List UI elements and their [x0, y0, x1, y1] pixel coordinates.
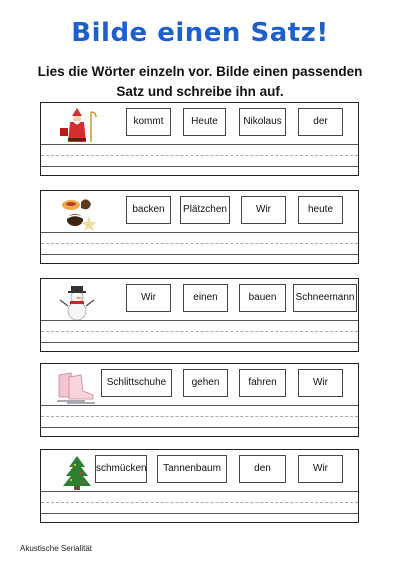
- writing-line: [41, 342, 358, 343]
- writing-line: [41, 254, 358, 255]
- word-card[interactable]: heute: [298, 196, 343, 224]
- exercise-4: [40, 363, 359, 437]
- writing-line: [41, 491, 358, 492]
- writing-line: [41, 405, 358, 406]
- christmas-tree-icon: [55, 455, 99, 491]
- word-card[interactable]: der: [298, 108, 343, 136]
- footer-label: Akustische Serialität: [20, 544, 93, 553]
- nikolaus-icon: [55, 108, 99, 144]
- word-card[interactable]: Heute: [183, 108, 226, 136]
- word-card[interactable]: Nikolaus: [239, 108, 286, 136]
- exercise-5: [40, 449, 359, 523]
- word-card[interactable]: gehen: [183, 369, 228, 397]
- writing-line: [41, 320, 358, 321]
- word-card[interactable]: kommt: [126, 108, 171, 136]
- word-card[interactable]: backen: [126, 196, 171, 224]
- writing-guide-line: [41, 502, 358, 503]
- instructions: [30, 62, 370, 102]
- word-card[interactable]: den: [239, 455, 286, 483]
- word-card[interactable]: Schlittschuhe: [101, 369, 172, 397]
- word-card[interactable]: fahren: [239, 369, 286, 397]
- exercise-2: [40, 190, 359, 264]
- instructions-line-1: Lies die Wörter einzeln vor. Bilde einen passenden: [37, 64, 363, 79]
- word-card[interactable]: Wir: [298, 455, 343, 483]
- word-card[interactable]: bauen: [239, 284, 286, 312]
- word-card[interactable]: einen: [183, 284, 228, 312]
- word-card[interactable]: Schneemann: [293, 284, 357, 312]
- exercise-3: [40, 278, 359, 352]
- word-card[interactable]: schmücken: [95, 455, 147, 483]
- writing-line: [41, 232, 358, 233]
- word-card[interactable]: Wir: [298, 369, 343, 397]
- snowman-icon: [55, 284, 99, 320]
- word-card[interactable]: Wir: [126, 284, 171, 312]
- ice-skates-icon: [55, 369, 99, 405]
- writing-guide-line: [41, 243, 358, 244]
- instructions-line-2: Satz und schreibe ihn auf.: [116, 84, 284, 99]
- writing-guide-line: [41, 155, 358, 156]
- writing-guide-line: [41, 331, 358, 332]
- word-card[interactable]: Tannenbaum: [157, 455, 227, 483]
- page-title: Bilde einen Satz!: [71, 18, 329, 48]
- writing-line: [41, 427, 358, 428]
- cookies-icon: [55, 196, 99, 232]
- exercise-1: [40, 102, 359, 176]
- writing-line: [41, 166, 358, 167]
- word-card[interactable]: Wir: [241, 196, 286, 224]
- writing-guide-line: [41, 416, 358, 417]
- writing-line: [41, 513, 358, 514]
- word-card[interactable]: Plätzchen: [180, 196, 230, 224]
- writing-line: [41, 144, 358, 145]
